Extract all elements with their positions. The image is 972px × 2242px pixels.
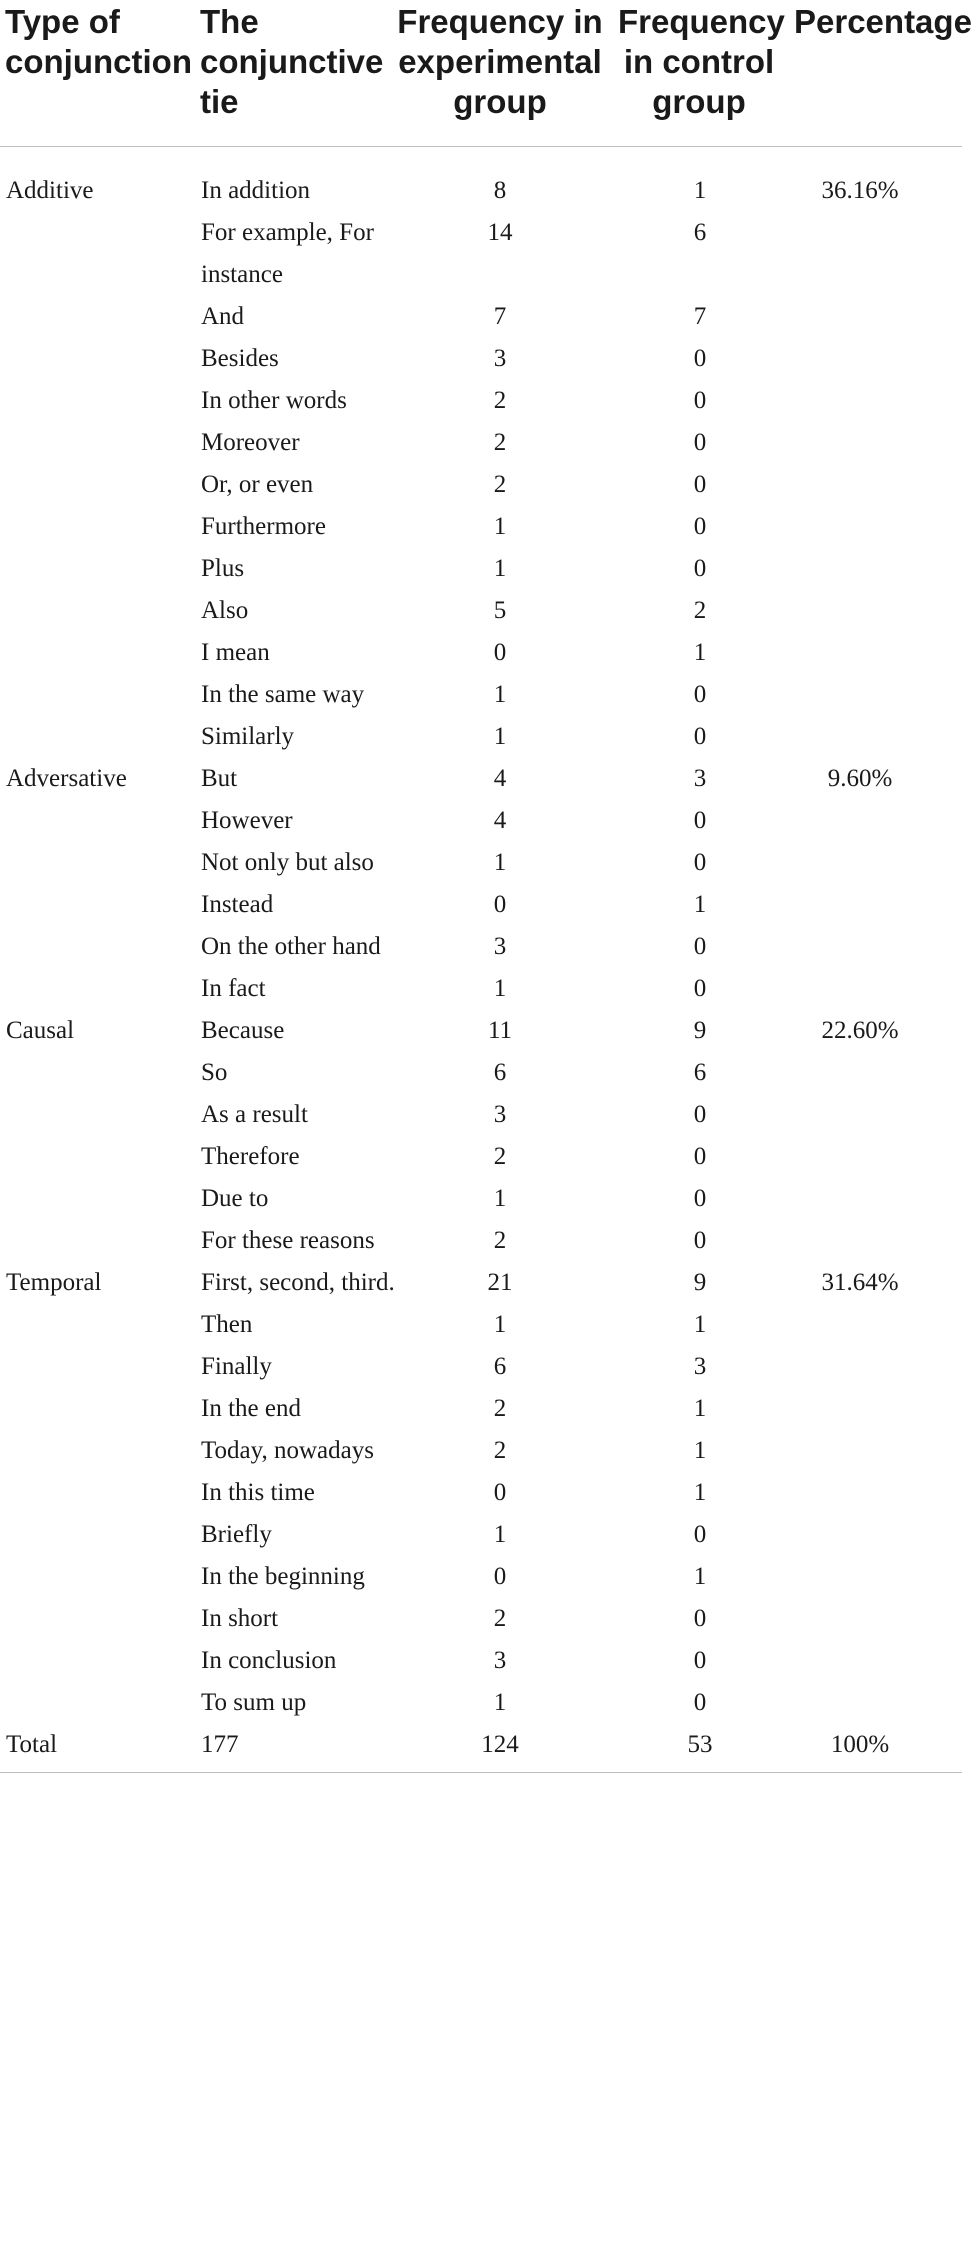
experimental-frequency-cell: 3: [493, 1101, 507, 1128]
table-row: [0, 1388, 962, 1430]
percentage-cell: 31.64%: [821, 1269, 899, 1296]
experimental-frequency-cell: 6: [493, 1059, 507, 1086]
table-row: [0, 926, 962, 968]
table-row: [0, 338, 962, 380]
control-frequency-cell: 1: [693, 1395, 707, 1422]
control-frequency-cell: 0: [693, 1689, 707, 1716]
table-body: [0, 147, 962, 1724]
control-frequency-cell: 0: [693, 1185, 707, 1212]
experimental-frequency-cell: 1: [493, 681, 507, 708]
conjunctive-tie-cell: In the beginning: [201, 1563, 365, 1590]
table-row: [0, 1136, 962, 1178]
experimental-frequency-cell: 6: [493, 1353, 507, 1380]
experimental-frequency-cell: 1: [493, 975, 507, 1002]
conjunctive-tie-cell: And: [201, 303, 245, 330]
experimental-frequency-cell: 1: [493, 513, 507, 540]
control-frequency-cell: 1: [693, 177, 707, 204]
table-row: [0, 1010, 962, 1052]
conjunctive-tie-cell: Therefore: [201, 1143, 300, 1170]
table-row: [0, 842, 962, 884]
conjunctive-tie-cell: Similarly: [201, 723, 295, 750]
total-tie-count: 177: [201, 1731, 239, 1758]
conjunctive-tie-cell: First, second, third.: [201, 1269, 395, 1296]
percentage-cell: 36.16%: [821, 177, 899, 204]
control-frequency-cell: 6: [693, 219, 707, 246]
conjunctive-tie-cell: So: [201, 1059, 228, 1086]
control-frequency-cell: 7: [693, 303, 707, 330]
conjunctive-tie-cell: Due to: [201, 1185, 269, 1212]
percentage-cell: 9.60%: [827, 765, 893, 792]
table-row: [0, 422, 962, 464]
conjunctive-tie-cell: Then: [201, 1311, 253, 1338]
conjunctive-tie-cell: For these reasons: [201, 1227, 375, 1254]
conjunctive-tie-cell: Plus: [201, 555, 245, 582]
experimental-frequency-cell: 2: [493, 471, 507, 498]
control-frequency-cell: 0: [693, 1605, 707, 1632]
table-row: [0, 296, 962, 338]
conjunctive-tie-cell: Or, or even: [201, 471, 314, 498]
conjunctive-tie-cell: Furthermore: [201, 513, 326, 540]
conjunction-type-cell: Temporal: [6, 1269, 102, 1296]
conjunctive-tie-cell: Not only but also: [201, 849, 374, 876]
conjunctive-tie-cell: On the other hand: [201, 933, 381, 960]
table-row: [0, 590, 962, 632]
experimental-frequency-cell: 4: [493, 807, 507, 834]
control-frequency-cell: 0: [693, 345, 707, 372]
table-row: [0, 1052, 962, 1094]
conjunctive-tie-cell: Today, nowadays: [201, 1437, 374, 1464]
experimental-frequency-cell: 2: [493, 1437, 507, 1464]
control-frequency-cell: 1: [693, 1479, 707, 1506]
control-frequency-cell: 0: [693, 429, 707, 456]
table-row: [0, 884, 962, 926]
experimental-frequency-cell: 1: [493, 1311, 507, 1338]
total-label: Total: [6, 1731, 58, 1758]
experimental-frequency-cell: 8: [493, 177, 507, 204]
table-row: [0, 464, 962, 506]
control-frequency-cell: 1: [693, 639, 707, 666]
conjunctive-tie-cell: Because: [201, 1017, 285, 1044]
conjunctive-tie-cell: In conclusion: [201, 1647, 337, 1674]
conjunctive-tie-cell: Briefly: [201, 1521, 272, 1548]
conjunctive-tie-cell: Moreover: [201, 429, 300, 456]
control-frequency-cell: 0: [693, 807, 707, 834]
total-row: [0, 1724, 962, 1773]
control-frequency-cell: 0: [693, 387, 707, 414]
experimental-frequency-cell: 0: [493, 891, 507, 918]
table-row: [0, 1094, 962, 1136]
conjunctive-tie-cell: As a result: [201, 1101, 308, 1128]
conjunctive-tie-cell: In addition: [201, 177, 311, 204]
table-row: [0, 1430, 962, 1472]
table-row: [0, 1472, 962, 1514]
table-row: [0, 1514, 962, 1556]
table-row: [0, 1556, 962, 1598]
table-row: [0, 632, 962, 674]
conjunctive-tie-cell: Finally: [201, 1353, 272, 1380]
control-frequency-cell: 1: [693, 1311, 707, 1338]
experimental-frequency-cell: 2: [493, 1395, 507, 1422]
table-row: [0, 1682, 962, 1724]
table-row: [0, 1178, 962, 1220]
table-row: [0, 1262, 962, 1304]
header-frequency-experimental: Frequency in experimental group: [397, 3, 603, 120]
table-row: [0, 506, 962, 548]
experimental-frequency-cell: 1: [493, 723, 507, 750]
table-row: [0, 674, 962, 716]
total-control: 53: [687, 1731, 713, 1758]
conjunction-type-cell: Adversative: [6, 765, 127, 792]
table-row: [0, 968, 962, 1010]
conjunctive-tie-cell: Instead: [201, 891, 274, 918]
table-header: [0, 0, 972, 147]
control-frequency-cell: 1: [693, 1563, 707, 1590]
experimental-frequency-cell: 7: [493, 303, 507, 330]
table-row: [0, 170, 962, 212]
conjunction-type-cell: Additive: [6, 177, 94, 204]
conjunctive-tie-cell: In the same way: [201, 681, 365, 708]
experimental-frequency-cell: 0: [493, 639, 507, 666]
control-frequency-cell: 9: [693, 1017, 707, 1044]
table-row: [0, 212, 962, 296]
total-experimental: 124: [481, 1731, 519, 1758]
control-frequency-cell: 6: [693, 1059, 707, 1086]
conjunctive-tie-cell: However: [201, 807, 293, 834]
conjunctive-tie-cell: In fact: [201, 975, 266, 1002]
table-row: [0, 716, 962, 758]
control-frequency-cell: 0: [693, 1647, 707, 1674]
experimental-frequency-cell: 14: [487, 219, 513, 246]
control-frequency-cell: 0: [693, 1521, 707, 1548]
table-row: [0, 1346, 962, 1388]
table-row: [0, 548, 962, 590]
control-frequency-cell: 0: [693, 513, 707, 540]
header-percentage: Percentage: [794, 3, 972, 40]
table-row: [0, 1598, 962, 1640]
experimental-frequency-cell: 2: [493, 1227, 507, 1254]
conjunctive-tie-cell: I mean: [201, 639, 270, 666]
experimental-frequency-cell: 2: [493, 387, 507, 414]
experimental-frequency-cell: 1: [493, 1521, 507, 1548]
control-frequency-cell: 9: [693, 1269, 707, 1296]
control-frequency-cell: 0: [693, 933, 707, 960]
total-percentage: 100%: [830, 1731, 890, 1758]
experimental-frequency-cell: 0: [493, 1563, 507, 1590]
conjunctive-tie-cell: In other words: [201, 387, 347, 414]
experimental-frequency-cell: 4: [493, 765, 507, 792]
header-conjunctive-tie: The conjunctive tie: [200, 3, 384, 120]
table-row: [0, 1220, 962, 1262]
conjunctive-tie-cell: Also: [201, 597, 249, 624]
control-frequency-cell: 0: [693, 1143, 707, 1170]
control-frequency-cell: 0: [693, 681, 707, 708]
experimental-frequency-cell: 11: [487, 1017, 513, 1044]
experimental-frequency-cell: 21: [487, 1269, 513, 1296]
experimental-frequency-cell: 3: [493, 933, 507, 960]
header-type-of-conjunction: Type of conjunction: [5, 3, 192, 80]
control-frequency-cell: 0: [693, 849, 707, 876]
control-frequency-cell: 0: [693, 1227, 707, 1254]
table-row: [0, 380, 962, 422]
experimental-frequency-cell: 1: [493, 849, 507, 876]
experimental-frequency-cell: 3: [493, 345, 507, 372]
experimental-frequency-cell: 1: [493, 555, 507, 582]
conjunctive-tie-cell: In the end: [201, 1395, 301, 1422]
experimental-frequency-cell: 1: [493, 1185, 507, 1212]
table-row: [0, 800, 962, 842]
control-frequency-cell: 0: [693, 723, 707, 750]
table-row: [0, 1640, 962, 1682]
conjunctive-tie-cell: But: [201, 765, 238, 792]
table-row: [0, 758, 962, 800]
experimental-frequency-cell: 2: [493, 1143, 507, 1170]
control-frequency-cell: 0: [693, 471, 707, 498]
control-frequency-cell: 1: [693, 891, 707, 918]
experimental-frequency-cell: 3: [493, 1647, 507, 1674]
control-frequency-cell: 0: [693, 555, 707, 582]
table-row: [0, 1304, 962, 1346]
percentage-cell: 22.60%: [821, 1017, 899, 1044]
experimental-frequency-cell: 2: [493, 429, 507, 456]
experimental-frequency-cell: 1: [493, 1689, 507, 1716]
conjunctive-tie-cell: In this time: [201, 1479, 315, 1506]
header-frequency-control: Frequency in control group: [618, 3, 785, 120]
experimental-frequency-cell: 5: [493, 597, 507, 624]
conjunctive-tie-cell: Besides: [201, 345, 279, 372]
conjunctive-tie-cell: In short: [201, 1605, 279, 1632]
control-frequency-cell: 2: [693, 597, 707, 624]
conjunction-type-cell: Causal: [6, 1017, 75, 1044]
experimental-frequency-cell: 0: [493, 1479, 507, 1506]
conjunctive-tie-cell: For example, For instance: [201, 219, 374, 288]
experimental-frequency-cell: 2: [493, 1605, 507, 1632]
control-frequency-cell: 0: [693, 1101, 707, 1128]
control-frequency-cell: 0: [693, 975, 707, 1002]
control-frequency-cell: 1: [693, 1437, 707, 1464]
conjunctive-tie-cell: To sum up: [201, 1689, 307, 1716]
control-frequency-cell: 3: [693, 1353, 707, 1380]
control-frequency-cell: 3: [693, 765, 707, 792]
